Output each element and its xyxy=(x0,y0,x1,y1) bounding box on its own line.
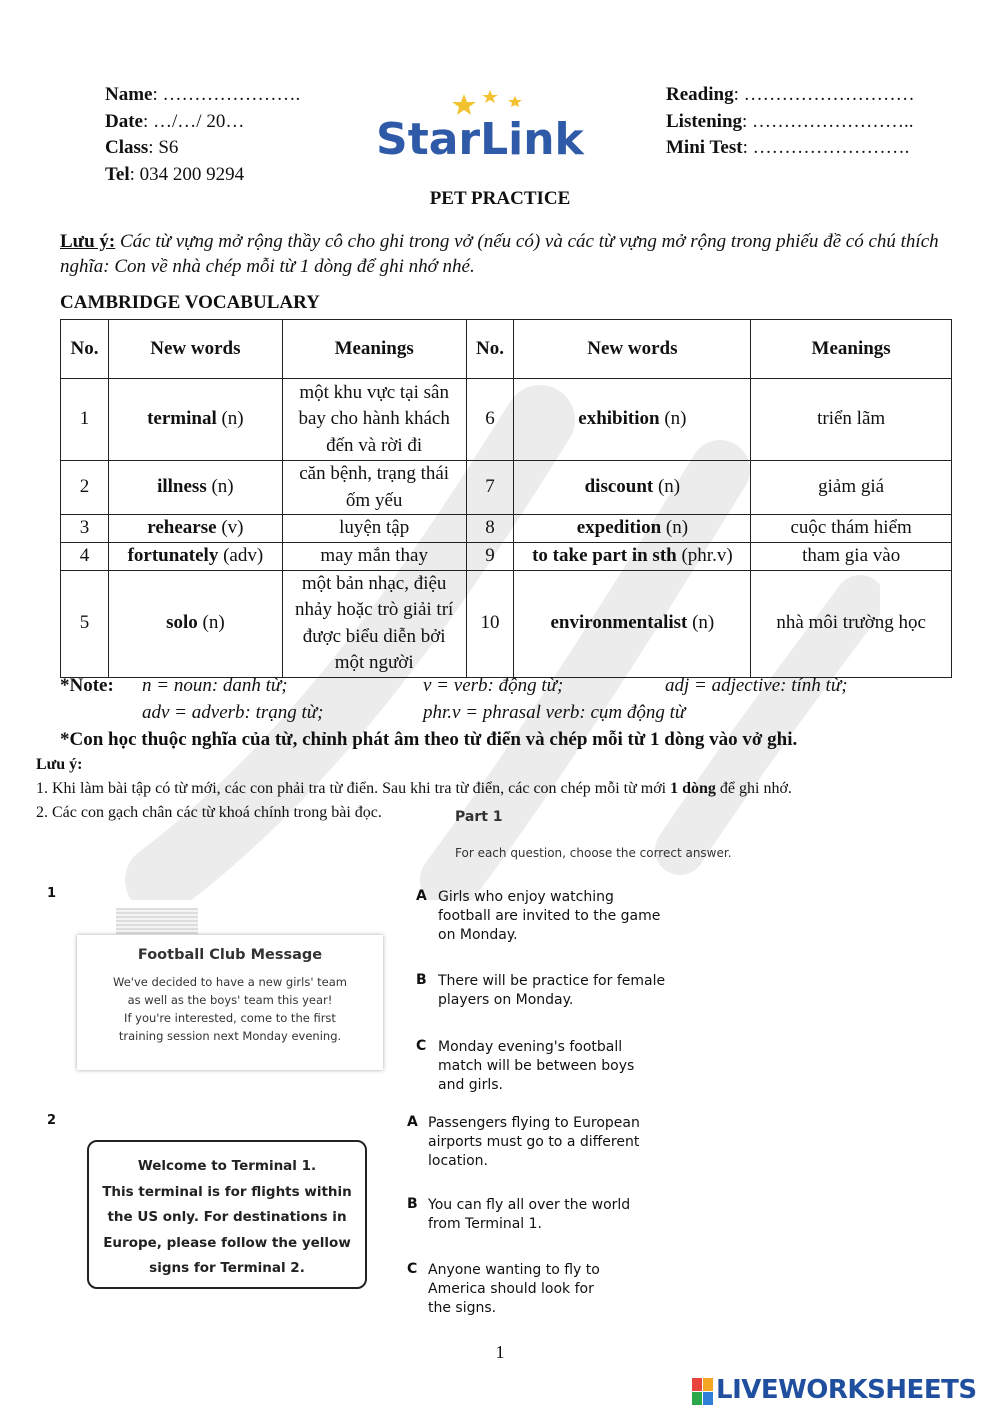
row-number: 7 xyxy=(466,461,514,515)
page-number: 1 xyxy=(495,1342,505,1362)
q2-option-c[interactable]: Anyone wanting to fly to America should look for the signs. xyxy=(428,1262,600,1316)
col-header: No. xyxy=(466,320,514,379)
question-2-number: 2 xyxy=(47,1113,57,1128)
listening-field: Listening: …………………….. xyxy=(666,110,914,132)
notice-text: We've decided to have a new girls' team as well as the boys' team this year! If you're interested, come to the first training session next Monday evening. xyxy=(113,975,347,1043)
note-phrasal-verb: phr.v = phrasal verb: cụm động từ xyxy=(423,702,686,723)
col-header: New words xyxy=(514,320,751,379)
minitest-field: Mini Test: ……………………. xyxy=(666,137,910,158)
vocab-heading: CAMBRIDGE VOCABULARY xyxy=(60,292,320,313)
new-word: environmentalist (n) xyxy=(514,570,751,677)
option-letter: C xyxy=(416,1038,427,1054)
row-number: 8 xyxy=(466,515,514,543)
meaning: một khu vực tại sân bay cho hành khách đến và rời đi xyxy=(282,379,466,461)
note-label: *Note: xyxy=(60,675,114,696)
meaning: may mắn thay xyxy=(282,542,466,570)
meaning: giảm giá xyxy=(751,461,952,515)
sign-text: Welcome to Terminal 1. This terminal is for flights within the US only. For destinations in Europe, please follow the yellow signs for Terminal 2. xyxy=(102,1158,352,1276)
notice-title: Football Club Message xyxy=(137,947,323,963)
table-row xyxy=(61,515,952,543)
row-number: 9 xyxy=(466,542,514,570)
table-row xyxy=(61,379,952,461)
vocab-table xyxy=(60,319,952,678)
q2-option-a[interactable]: Passengers flying to European airports must go to a different location. xyxy=(428,1115,640,1169)
question-1-number: 1 xyxy=(47,886,57,901)
row-number: 2 xyxy=(61,461,109,515)
meaning: căn bệnh, trạng thái ốm yếu xyxy=(282,461,466,515)
starlink-logo xyxy=(372,88,612,163)
new-word: expedition (n) xyxy=(514,515,751,543)
meaning: cuộc thám hiểm xyxy=(751,515,952,543)
meaning: luyện tập xyxy=(282,515,466,543)
liveworksheets-icon xyxy=(692,1378,714,1406)
col-header: No. xyxy=(61,320,109,379)
header-right xyxy=(666,82,915,162)
date-field: Date: …/…/ 20… xyxy=(105,110,245,132)
stars-icon xyxy=(452,90,522,115)
option-letter: C xyxy=(407,1261,418,1277)
meaning: một bản nhạc, điệu nhảy hoặc trò giải trí được biểu diễn bởi một người xyxy=(282,570,466,677)
part1-instruction: For each question, choose the correct answer. xyxy=(455,846,732,860)
header-left xyxy=(105,82,300,188)
row-number: 1 xyxy=(61,379,109,461)
col-header: New words xyxy=(108,320,282,379)
q2-option-b[interactable]: You can fly all over the world from Terminal 1. xyxy=(428,1197,631,1232)
new-word: illness (n) xyxy=(108,461,282,515)
vocab-header-row xyxy=(61,320,952,379)
reading-field: Reading: ……………………… xyxy=(666,84,915,105)
meaning: tham gia vào xyxy=(751,542,952,570)
new-word: to take part in sth (phr.v) xyxy=(514,542,751,570)
table-row xyxy=(61,570,952,677)
tip-1: 1. Khi làm bài tập có từ mới, các con phải tra từ điển. Sau khi tra từ điển, các con chép mỗi từ mới 1 dòng để ghi nhớ. xyxy=(36,780,792,797)
option-letter: B xyxy=(407,1196,418,1212)
new-word: fortunately (adv) xyxy=(108,542,282,570)
row-number: 3 xyxy=(61,515,109,543)
table-row xyxy=(61,461,952,515)
row-number: 6 xyxy=(466,379,514,461)
intro-text: Các từ vựng mở rộng thầy cô cho ghi trong vở (nếu có) và các từ vựng mở rộng trong phiếu đề có chú thích nghĩa: Con về nhà chép mỗi từ 1 dòng để ghi nhớ nhé. xyxy=(60,231,939,277)
new-word: solo (n) xyxy=(108,570,282,677)
col-header: Meanings xyxy=(282,320,466,379)
row-number: 4 xyxy=(61,542,109,570)
tip-2: 2. Các con gạch chân các từ khoá chính trong bài đọc. xyxy=(36,804,382,821)
note-adverb: adv = adverb: trạng từ; xyxy=(142,702,324,723)
terminal-sign xyxy=(87,1140,367,1289)
liveworksheets-brand[interactable] xyxy=(692,1375,992,1408)
luu-y-label: Lưu ý: xyxy=(36,756,83,773)
note-noun: n = noun: danh từ; xyxy=(142,675,288,696)
svg-text:StarLink: StarLink xyxy=(376,114,584,163)
part1-title: Part 1 xyxy=(455,809,503,825)
intro-note xyxy=(60,229,940,279)
meaning: nhà môi trường học xyxy=(751,570,952,677)
option-letter: B xyxy=(416,972,427,988)
brand-text: LIVEWORKSHEETS xyxy=(716,1375,977,1405)
option-letter: A xyxy=(407,1114,418,1130)
q1-option-b[interactable]: There will be practice for female players on Monday. xyxy=(438,973,666,1008)
page-title: PET PRACTICE xyxy=(429,188,571,209)
study-instruction: *Con học thuộc nghĩa của từ, chỉnh phát âm theo từ điển và chép mỗi từ 1 dòng vào vở ghi. xyxy=(60,729,798,750)
name-field: Name: …………………. xyxy=(105,84,301,105)
col-header: Meanings xyxy=(751,320,952,379)
row-number: 10 xyxy=(466,570,514,677)
new-word: terminal (n) xyxy=(108,379,282,461)
option-letter: A xyxy=(416,888,427,904)
football-club-notice xyxy=(77,935,383,1070)
row-number: 5 xyxy=(61,570,109,677)
table-row xyxy=(61,542,952,570)
note-verb: v = verb: động từ; xyxy=(423,675,564,696)
new-word: rehearse (v) xyxy=(108,515,282,543)
q1-option-c[interactable]: Monday evening's football match will be between boys and girls. xyxy=(438,1039,635,1093)
new-word: exhibition (n) xyxy=(514,379,751,461)
tel-field: Tel: 034 200 9294 xyxy=(105,163,245,185)
class-field: Class: S6 xyxy=(105,137,179,158)
note-adjective: adj = adjective: tính từ; xyxy=(665,675,848,696)
q1-option-a[interactable]: Girls who enjoy watching football are invited to the game on Monday. xyxy=(438,889,661,943)
intro-label: Lưu ý: xyxy=(60,231,116,252)
notice-pin-decoration xyxy=(116,908,198,934)
new-word: discount (n) xyxy=(514,461,751,515)
meaning: triển lãm xyxy=(751,379,952,461)
